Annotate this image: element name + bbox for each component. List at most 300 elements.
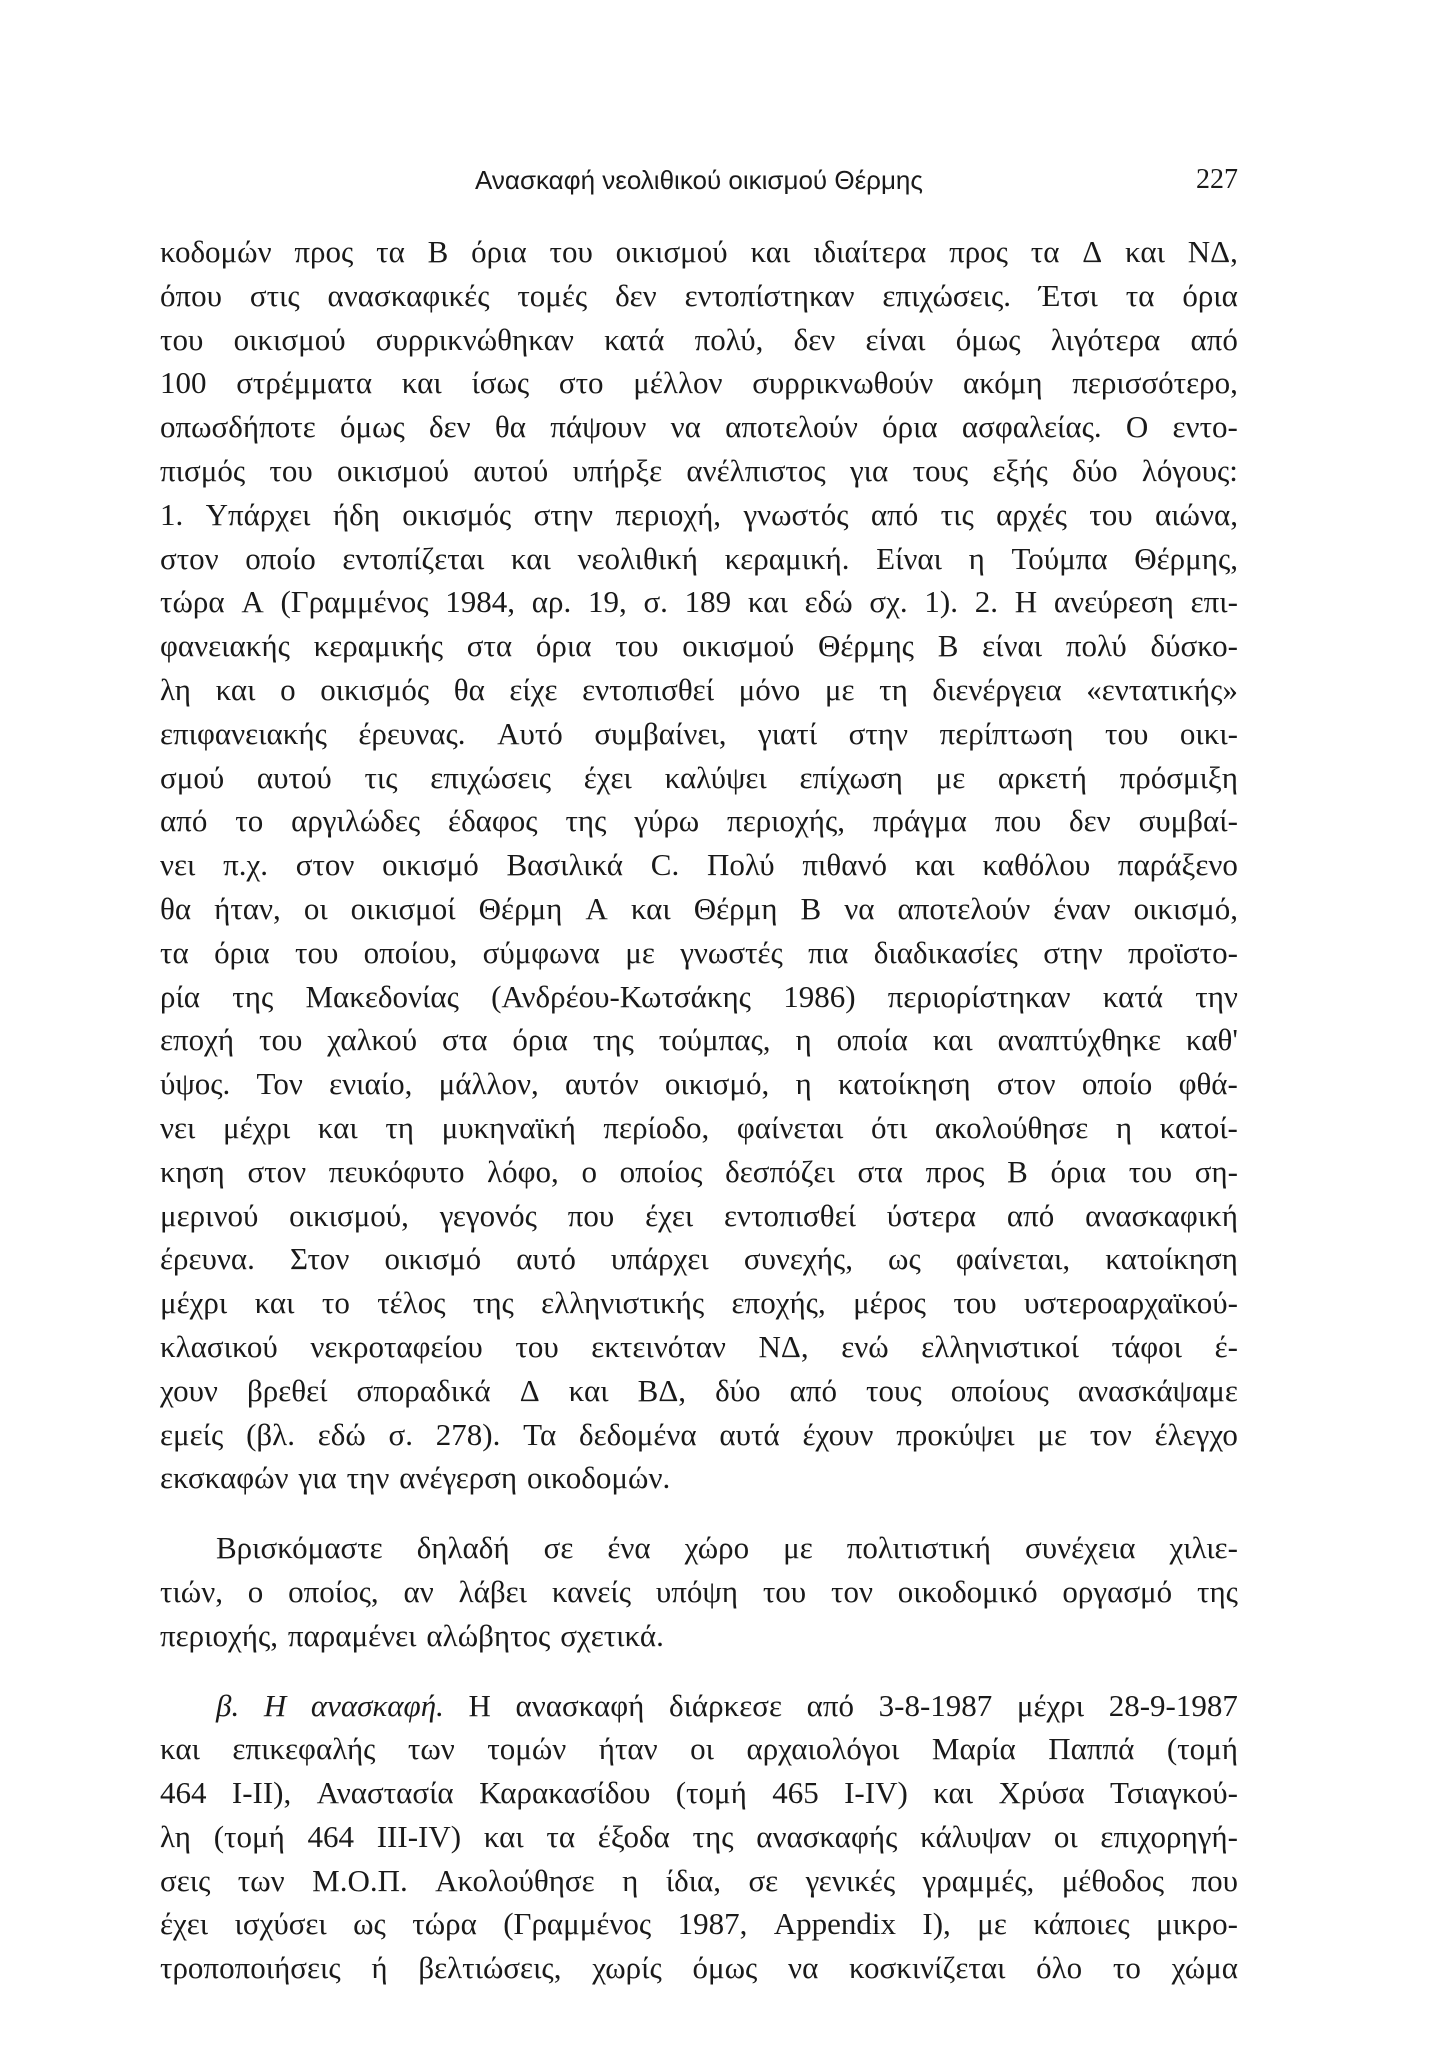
- word: μέχρι: [222, 1109, 291, 1145]
- word: σ.: [388, 1416, 414, 1452]
- word: (τομή: [675, 1775, 747, 1811]
- word: I-II),: [231, 1775, 292, 1811]
- word: εδώ: [317, 1416, 366, 1452]
- word: γραμμές,: [922, 1862, 1035, 1898]
- text-line: [160, 1902, 1238, 1946]
- word: οικισμό,: [664, 1066, 770, 1102]
- word: που: [567, 1197, 615, 1233]
- word: θα: [453, 671, 485, 707]
- word: όρια: [512, 1022, 568, 1058]
- word: και: [510, 540, 551, 576]
- word: προς: [925, 1153, 985, 1189]
- word: Α: [585, 890, 608, 926]
- word: τη: [385, 1109, 414, 1145]
- word: εκτεινόταν: [591, 1328, 726, 1364]
- word: Καρακασίδου: [479, 1775, 651, 1811]
- text-line: [160, 405, 1238, 449]
- word: (βλ.: [246, 1416, 295, 1452]
- word: του: [549, 234, 593, 269]
- word: του: [515, 1328, 559, 1364]
- word: και: [1125, 234, 1165, 269]
- word: σύμφωνα: [482, 934, 600, 970]
- word: διενέργεια: [932, 671, 1062, 707]
- text-line: [160, 1815, 1238, 1859]
- word: εντο-: [1172, 409, 1238, 445]
- word: νεολιθική: [577, 540, 699, 576]
- word: ανασκαφής: [756, 1818, 898, 1854]
- word: δηλαδή: [416, 1530, 510, 1566]
- word: συρρικνωθούν: [752, 365, 934, 401]
- word: δεδομένα: [578, 1416, 697, 1452]
- word: συρρικνώθηκαν: [375, 321, 574, 357]
- word: γνωστός: [743, 496, 849, 532]
- word: αρ.: [531, 584, 572, 620]
- word: πια: [808, 934, 849, 970]
- word: δεν: [793, 321, 836, 357]
- word: ανεύρεση: [1053, 584, 1174, 620]
- word: οι: [690, 1731, 714, 1767]
- word: φαίνεται,: [955, 1241, 1071, 1277]
- word: 1).: [924, 584, 958, 620]
- word: χιλιε-: [1169, 1530, 1238, 1566]
- word: είναι: [982, 628, 1043, 664]
- text-line: [160, 1150, 1238, 1194]
- word: κεραμικής: [313, 628, 444, 664]
- word: οικοδομικό: [897, 1573, 1038, 1609]
- word: ΝΔ,: [758, 1328, 809, 1364]
- text-line: [160, 318, 1238, 362]
- word: και: [933, 1775, 974, 1811]
- word: εμείς: [160, 1416, 224, 1452]
- word: το: [235, 803, 264, 839]
- word: έρευνας.: [358, 715, 466, 751]
- word: Τσιαγκού-: [1110, 1775, 1238, 1811]
- word: οικισμό: [382, 847, 479, 883]
- word: έχει: [583, 759, 632, 795]
- word: ελληνιστικοί: [921, 1328, 1079, 1364]
- word: οποίο: [1081, 1066, 1153, 1102]
- word: ότι: [871, 1109, 908, 1145]
- word: όμως: [339, 409, 405, 445]
- word: Α: [241, 584, 264, 620]
- word: έξοδα: [597, 1818, 670, 1854]
- word: δύο: [1072, 452, 1118, 488]
- word: Χρύσα: [998, 1775, 1085, 1811]
- word: μάλλον,: [438, 1066, 539, 1102]
- word: 464: [307, 1818, 355, 1854]
- word: έχουν: [802, 1416, 874, 1452]
- word: ανασκαφή.: [310, 1687, 444, 1723]
- word: Θέρμης,: [1134, 540, 1238, 576]
- text-line: [160, 931, 1238, 975]
- word: με: [625, 934, 655, 970]
- word: τον: [1089, 1416, 1132, 1452]
- word: υπόψη: [655, 1573, 739, 1609]
- word: στην: [533, 496, 593, 532]
- word: Αναστασία: [316, 1775, 454, 1811]
- word: οικισμού: [615, 234, 728, 269]
- word: δεν: [1069, 803, 1111, 839]
- text-line: [160, 1018, 1238, 1062]
- word: από: [1006, 1197, 1055, 1233]
- word: κατά: [1102, 978, 1164, 1014]
- word: (Γραμμένος: [280, 584, 429, 620]
- word: προϊστο-: [1127, 934, 1238, 970]
- word: του: [269, 452, 313, 488]
- word: γιατί: [758, 715, 818, 751]
- word: σε: [543, 1530, 574, 1566]
- word: αλώβητος: [426, 1617, 551, 1653]
- word: οπωσδήποτε: [160, 409, 316, 445]
- running-title: Ανασκαφή νεολιθικού οικισμού Θέρμης: [475, 165, 923, 195]
- word: επιφανειακής: [160, 715, 327, 751]
- word: καλύψει: [664, 759, 767, 795]
- word: λάβει: [458, 1573, 527, 1609]
- text-line: [160, 1281, 1238, 1325]
- word: Είναι: [876, 540, 943, 576]
- word: αυτού: [473, 452, 549, 488]
- word: συμβαίνει,: [594, 715, 727, 751]
- word: όρια: [882, 409, 938, 445]
- word: κηση: [160, 1153, 225, 1189]
- word: των: [407, 1731, 455, 1767]
- text-line: [160, 668, 1238, 712]
- word: ανέγερση: [399, 1460, 518, 1496]
- text-line: [160, 274, 1238, 318]
- word: μέχρι: [1016, 1687, 1085, 1723]
- word: όρια: [535, 628, 592, 664]
- word: λη: [160, 1818, 191, 1854]
- word: του: [1089, 496, 1133, 532]
- word: τούμπας,: [658, 1022, 771, 1058]
- word: αρχές: [996, 496, 1067, 532]
- word: σ.: [643, 584, 668, 620]
- paragraph: [160, 1684, 1238, 1991]
- word: τα: [160, 934, 189, 970]
- word: ύστερα: [886, 1197, 977, 1233]
- word: ενώ: [841, 1328, 889, 1364]
- text-line: [160, 887, 1238, 931]
- word: κλασικού: [160, 1328, 278, 1364]
- word: Β: [800, 890, 822, 926]
- word: οικισμού: [233, 321, 346, 357]
- word: τώρα: [160, 584, 225, 620]
- text-line: [160, 1194, 1238, 1238]
- word: οικισμό: [384, 1241, 482, 1277]
- word: εντοπίζεται: [342, 540, 485, 576]
- word: δύο: [715, 1372, 761, 1408]
- word: οι: [303, 890, 328, 926]
- word: έλεγχο: [1154, 1416, 1238, 1452]
- word: δύσκο-: [1150, 628, 1238, 664]
- word: πάψουν: [550, 409, 647, 445]
- word: οποίο: [245, 540, 316, 576]
- word: λόγους:: [1141, 452, 1238, 488]
- word: Στον: [289, 1241, 350, 1277]
- word: κατοί-: [1159, 1109, 1238, 1145]
- word: φαίνεται: [736, 1109, 844, 1145]
- word: αν: [403, 1573, 434, 1609]
- word: ΝΔ,: [1187, 234, 1238, 269]
- word: έ-: [1214, 1328, 1238, 1364]
- word: από: [870, 496, 919, 532]
- text-line: [160, 1062, 1238, 1106]
- text-line: [160, 1237, 1238, 1281]
- word: φθά-: [1178, 1066, 1238, 1102]
- word: στον: [295, 847, 355, 883]
- word: ακολούθησε: [934, 1109, 1089, 1145]
- paragraph-gap: [160, 1500, 1238, 1526]
- word: ή: [371, 1950, 388, 1986]
- paragraph-gap: [160, 1658, 1238, 1684]
- word: μικρο-: [1156, 1906, 1238, 1942]
- word: κατοίκηση: [1105, 1241, 1238, 1277]
- word: έναν: [1053, 890, 1111, 926]
- word: χωρίς: [592, 1950, 662, 1986]
- word: ήδη: [332, 496, 380, 532]
- word: Ο: [1125, 409, 1149, 445]
- word: οικισμός: [320, 671, 430, 707]
- word: χώρο: [684, 1530, 750, 1566]
- word: οι: [1053, 1818, 1078, 1854]
- word: από: [806, 1687, 855, 1723]
- word: και: [747, 584, 788, 620]
- word: χαλκού: [327, 1022, 418, 1058]
- word: οικι-: [1179, 715, 1238, 751]
- word: υπάρχει: [610, 1241, 709, 1277]
- word: 100: [160, 365, 207, 401]
- word: ανασκαφικές: [327, 277, 490, 313]
- word: λη: [160, 671, 191, 707]
- word: όρια: [471, 234, 527, 269]
- word: 3-8-1987: [878, 1687, 993, 1723]
- paragraph: [160, 230, 1238, 1500]
- word: η: [1115, 1109, 1133, 1145]
- word: περιοχή,: [615, 496, 722, 532]
- word: μέθοδος: [1061, 1862, 1165, 1898]
- paragraph: [160, 1526, 1238, 1657]
- text-line: [160, 975, 1238, 1019]
- word: και: [630, 890, 671, 926]
- word: των: [237, 1862, 285, 1898]
- word: οποίος: [619, 1153, 703, 1189]
- word: (Γραμμένος: [503, 1906, 652, 1942]
- word: έχει: [645, 1197, 694, 1233]
- word: Η: [468, 1687, 491, 1723]
- word: Θέρμης: [817, 628, 914, 664]
- word: βρεθεί: [247, 1372, 328, 1408]
- word: σχετικά.: [560, 1617, 664, 1653]
- text-line: [160, 1369, 1238, 1413]
- word: με: [783, 1530, 813, 1566]
- word: Τον: [256, 1066, 303, 1102]
- word: οικισμού: [682, 628, 795, 664]
- text-line: [160, 712, 1238, 756]
- word: όπου: [160, 277, 222, 313]
- word: στα: [442, 1022, 488, 1058]
- word: ασφαλείας.: [961, 409, 1102, 445]
- word: συμβαί-: [1138, 803, 1238, 839]
- word: μέλλον: [633, 365, 723, 401]
- word: «εντατικής»: [1086, 671, 1238, 707]
- word: ανέλπιστος: [686, 452, 826, 488]
- word: τώρα: [412, 1906, 477, 1942]
- word: (τομή: [1166, 1731, 1238, 1767]
- word: θα: [160, 890, 192, 926]
- text-line: [160, 799, 1238, 843]
- word: γενικές: [805, 1862, 896, 1898]
- word: δεσπόζει: [725, 1153, 835, 1189]
- word: της: [232, 978, 274, 1014]
- word: πολύ,: [694, 321, 764, 357]
- text-line: [160, 1570, 1238, 1614]
- word: Β: [427, 234, 449, 269]
- word: δεν: [429, 409, 471, 445]
- word: και: [483, 1818, 524, 1854]
- word: υστεροαρχαϊκού-: [1023, 1285, 1238, 1321]
- word: επιχώσεις.: [882, 277, 1012, 313]
- word: I),: [922, 1906, 951, 1942]
- word: τους: [912, 452, 969, 488]
- word: χουν: [160, 1372, 218, 1408]
- word: τομές: [517, 277, 588, 313]
- word: ισχύσει: [234, 1906, 327, 1942]
- word: 1.: [160, 496, 184, 532]
- word: Μαρία: [931, 1731, 1016, 1767]
- word: ύψος.: [160, 1066, 231, 1102]
- word: με: [1037, 1416, 1068, 1452]
- word: ιδιαίτερα: [813, 234, 927, 269]
- word: με: [935, 759, 966, 795]
- word: πρόσμιξη: [1119, 759, 1238, 795]
- text-line: [160, 1526, 1238, 1570]
- word: τάφοι: [1111, 1328, 1182, 1364]
- word: τη: [879, 671, 908, 707]
- word: και: [254, 1285, 295, 1321]
- word: με: [824, 671, 855, 707]
- word: μυκηναϊκή: [441, 1109, 576, 1145]
- word: όμως: [692, 1950, 758, 1986]
- word: σε: [748, 1862, 779, 1898]
- word: ίσως: [471, 365, 530, 401]
- word: πράγμα: [872, 803, 967, 839]
- word: στην: [1043, 934, 1103, 970]
- word: επιχώσεις: [430, 759, 552, 795]
- text-line: [160, 1727, 1238, 1771]
- word: Θέρμη: [693, 890, 778, 926]
- word: Πολύ: [706, 847, 775, 883]
- word: III-IV): [376, 1818, 462, 1854]
- word: (τομή: [213, 1818, 285, 1854]
- word: εντοπισθεί: [724, 1197, 856, 1233]
- word: ακόμη: [963, 365, 1043, 401]
- word: για: [849, 452, 889, 488]
- word: στην: [848, 715, 909, 751]
- word: εποχή: [160, 1022, 235, 1058]
- word: καθόλου: [982, 847, 1091, 883]
- word: πολιτιστική: [846, 1530, 992, 1566]
- word: Β: [1007, 1153, 1028, 1189]
- word: οικισμός: [402, 496, 512, 532]
- word: τα: [1030, 234, 1060, 269]
- word: C.: [650, 847, 680, 883]
- word: συνεχής,: [743, 1241, 853, 1277]
- word: και: [401, 365, 442, 401]
- word: Μ.Ο.Π.: [312, 1862, 408, 1898]
- word: παραμένει: [287, 1617, 417, 1653]
- word: γύρω: [634, 803, 700, 839]
- word: 2.: [974, 584, 998, 620]
- word: εντοπισθεί: [582, 671, 715, 707]
- word: του: [160, 321, 204, 357]
- word: σμού: [160, 759, 225, 795]
- word: κατά: [604, 321, 665, 357]
- word: ανασκαφική: [1085, 1197, 1238, 1233]
- text-line: [160, 1106, 1238, 1150]
- word: Η: [263, 1687, 287, 1723]
- word: περιοχής,: [160, 1617, 278, 1653]
- word: ένα: [607, 1530, 651, 1566]
- word: και: [914, 847, 955, 883]
- word: εποχής,: [731, 1285, 826, 1321]
- word: μόνο: [738, 671, 801, 707]
- word: προκύψει: [896, 1416, 1015, 1452]
- word: 1984,: [445, 584, 515, 620]
- word: κάλυψαν: [920, 1818, 1032, 1854]
- word: τα: [1125, 277, 1155, 313]
- word: φανειακής: [160, 628, 290, 664]
- word: της: [592, 1022, 634, 1058]
- word: του: [259, 1022, 303, 1058]
- word: κατοίκηση: [837, 1066, 971, 1102]
- word: οικισμού: [337, 452, 450, 488]
- word: να: [788, 1950, 819, 1986]
- word: ως: [888, 1241, 921, 1277]
- word: Έτσι: [1038, 277, 1098, 313]
- word: του: [1105, 715, 1149, 751]
- word: τροποποιήσεις: [160, 1950, 341, 1986]
- word: τομών: [487, 1731, 567, 1767]
- word: αυτά: [719, 1416, 780, 1452]
- word: όρια: [1182, 277, 1238, 313]
- word: σεις: [160, 1862, 211, 1898]
- word: αυτό: [516, 1241, 576, 1277]
- word: περίοδο,: [603, 1109, 710, 1145]
- word: της: [692, 1818, 734, 1854]
- word: προς: [294, 234, 354, 269]
- word: ση-: [1194, 1153, 1238, 1189]
- running-header: [160, 150, 1238, 210]
- text-line: [160, 756, 1238, 800]
- word: αυτού: [256, 759, 332, 795]
- word: π.χ.: [223, 847, 269, 883]
- word: όλο: [1036, 1950, 1083, 1986]
- word: ρία: [160, 978, 201, 1014]
- word: η: [622, 1862, 639, 1898]
- word: του: [953, 1285, 997, 1321]
- word: νει: [160, 847, 196, 883]
- word: οποίους: [950, 1372, 1049, 1408]
- word: χώμα: [1171, 1950, 1238, 1986]
- book-page: [160, 150, 1238, 1990]
- word: οποίος,: [288, 1573, 379, 1609]
- word: επι-: [1190, 584, 1238, 620]
- word: οποία: [836, 1022, 908, 1058]
- word: (Ανδρέου-Κωτσάκης: [491, 978, 751, 1014]
- word: 278).: [435, 1416, 501, 1452]
- word: ο: [247, 1573, 264, 1609]
- word: αργιλώδες: [291, 803, 421, 839]
